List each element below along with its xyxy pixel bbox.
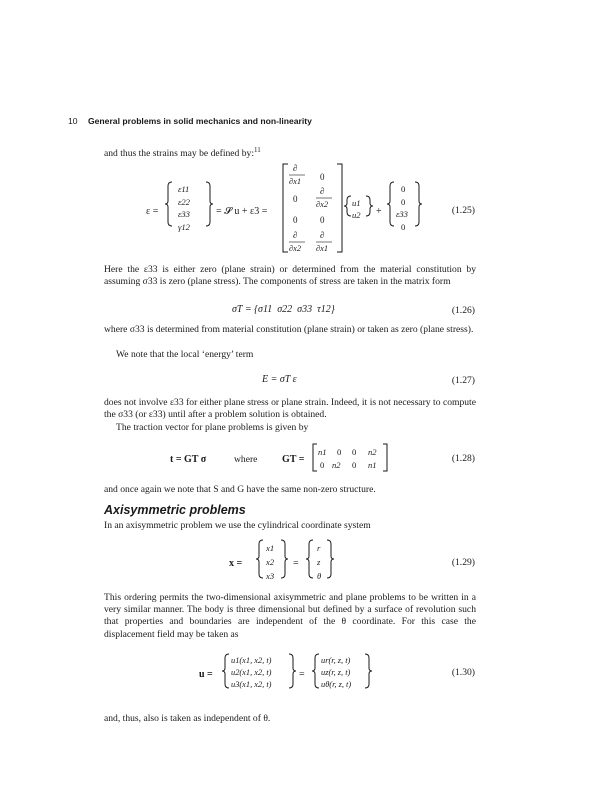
equation-1-26: σT = {σ11 σ22 σ33 τ12} — [232, 304, 335, 315]
svg-text:n1: n1 — [368, 460, 377, 470]
svg-text:=: = — [299, 669, 305, 680]
paragraph-closing: and, thus, also is taken as independent of θ. — [104, 713, 271, 724]
svg-text:t = GT σ: t = GT σ — [170, 454, 207, 465]
svg-text:0: 0 — [320, 172, 325, 182]
svg-text:0: 0 — [352, 460, 357, 470]
svg-text:∂: ∂ — [293, 230, 298, 240]
page-number: 10 — [68, 116, 78, 126]
svg-text:0: 0 — [401, 197, 406, 207]
svg-text:∂: ∂ — [320, 230, 325, 240]
eq-number-1-27: (1.27) — [451, 375, 475, 386]
svg-text:ε33: ε33 — [396, 209, 408, 219]
svg-text:uz(r, z, t): uz(r, z, t) — [321, 668, 351, 677]
svg-text:u2(x1, x2, t): u2(x1, x2, t) — [231, 668, 272, 677]
paragraph-strains-intro: and thus the strains may be defined by:$^{11}$ — [104, 146, 261, 160]
running-header — [68, 116, 312, 126]
vec-g12: γ12 — [178, 222, 190, 232]
svg-text:∂x2: ∂x2 — [289, 244, 302, 253]
svg-text:∂x2: ∂x2 — [316, 200, 329, 209]
svg-text:u3(x1, x2, t): u3(x1, x2, t) — [231, 680, 272, 689]
vec-e33: ε33 — [178, 209, 190, 219]
paragraph-s-g-structure: and once again we note that S and G have the same non-zero structure. — [104, 484, 376, 495]
svg-text:=: = — [293, 558, 299, 569]
svg-text:u2: u2 — [352, 210, 361, 220]
svg-text:0: 0 — [320, 460, 325, 470]
svg-text:z: z — [317, 557, 321, 567]
equation-1-30 — [195, 650, 395, 696]
svg-text:0: 0 — [293, 194, 298, 204]
eq-number-1-29: (1.29) — [451, 557, 475, 568]
svg-text:where: where — [234, 454, 258, 465]
svg-text:x1: x1 — [266, 543, 275, 553]
running-title: General problems in solid mechanics and non-linearity — [87, 116, 312, 126]
svg-text:+: + — [376, 206, 382, 217]
svg-text:r: r — [317, 543, 321, 553]
svg-text:∂: ∂ — [293, 163, 298, 173]
equation-1-27: E = σT ε — [262, 374, 297, 385]
equation-1-29 — [225, 536, 365, 586]
eq-number-1-25: (1.25) — [451, 205, 475, 216]
svg-text:0: 0 — [293, 215, 298, 225]
svg-text:x2: x2 — [266, 557, 275, 567]
svg-text:u =: u = — [199, 669, 213, 680]
paragraph-energy-note: does not involve ε33 for either plane stress or plane strain. Indeed, it is not necessary to compute the σ33 (or ε33) until after a problem solution is obtained. — [104, 397, 476, 421]
eq-number-1-30: (1.30) — [451, 667, 475, 678]
svg-text:0: 0 — [401, 222, 406, 232]
eq-number-1-28: (1.28) — [451, 453, 475, 464]
paragraph-sigma33: where σ33 is determined from material constitution (plane strain) or taken as zero (plane stress). — [104, 324, 474, 335]
paragraph-traction: The traction vector for plane problems is given by — [116, 422, 309, 433]
svg-text:u1(x1, x2, t): u1(x1, x2, t) — [231, 656, 272, 665]
svg-text:u1: u1 — [352, 198, 361, 208]
svg-text:n2: n2 — [332, 460, 341, 470]
vec-e11: ε11 — [178, 184, 190, 194]
svg-text:0: 0 — [337, 447, 342, 457]
paragraph-plane-strain: Here the ε33 is either zero (plane strain) or determined from the material constitution by assuming σ33 is zero (plane stress). The components of stress are taken in the matrix form — [104, 264, 476, 288]
svg-text:x =: x = — [229, 558, 243, 569]
svg-text:∂x1: ∂x1 — [316, 244, 329, 253]
svg-text:uθ(r, z, t): uθ(r, z, t) — [321, 680, 352, 689]
equation-1-28 — [170, 440, 410, 476]
vec-e22: ε22 — [178, 197, 190, 207]
paragraph-axisymmetric-ordering: This ordering permits the two-dimensional axisymmetric and plane problems to be written in a very similar manner. The body is three dimensional but defined by a surface of revolution such that properties and boundaries are independent of the θ coordinate. For this case the displacement field may be taken as — [104, 592, 476, 640]
svg-text:∂: ∂ — [320, 186, 325, 196]
eq-number-1-26: (1.26) — [451, 305, 475, 316]
paragraph-energy-term: We note that the local ‘energy’ term — [116, 349, 254, 360]
paragraph-cylindrical: In an axisymmetric problem we use the cylindrical coordinate system — [104, 520, 371, 531]
svg-text:0: 0 — [352, 447, 357, 457]
eq125-lhs: ε = — [146, 206, 159, 217]
svg-text:GT =: GT = — [282, 454, 305, 465]
svg-text:x3: x3 — [266, 571, 275, 581]
section-title: Axisymmetric problems — [104, 503, 246, 517]
svg-text:n2: n2 — [368, 447, 377, 457]
svg-text:θ: θ — [317, 571, 322, 581]
svg-text:ur(r, z, t): ur(r, z, t) — [321, 656, 351, 665]
footnote-mark: 11 — [254, 146, 261, 154]
equation-1-25 — [100, 160, 500, 260]
eq125-mid: = 𝓢 u + ε3 = — [216, 206, 268, 217]
svg-text:∂x1: ∂x1 — [289, 177, 302, 186]
svg-text:0: 0 — [401, 184, 406, 194]
svg-text:0: 0 — [320, 215, 325, 225]
svg-text:n1: n1 — [318, 447, 327, 457]
